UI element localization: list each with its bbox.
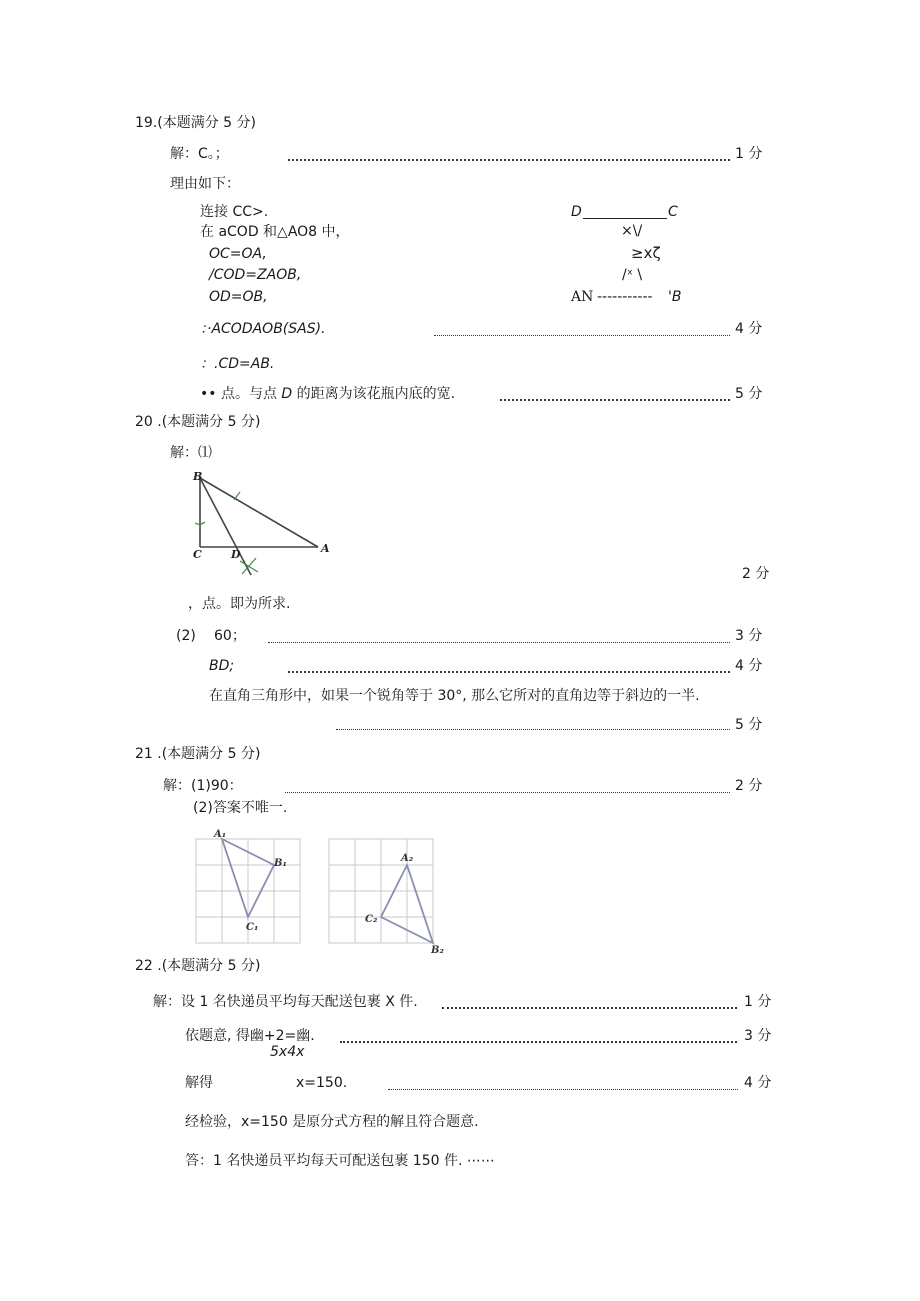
q21-label-c2: C₂ — [365, 914, 378, 925]
q20-label-b: B — [193, 470, 203, 483]
q19-fig-label-d: D — [571, 204, 582, 220]
q19-header: 19.(本题满分 5 分) — [135, 115, 256, 131]
q19-fig-label-an: AN — [571, 289, 594, 305]
q22-line-4: 经检验，x=150 是原分式方程的解且符合题意. — [185, 1114, 479, 1130]
q20-score-3: 3 分 — [735, 628, 763, 644]
q22-line-1: 解：设 1 名快递员平均每天配送包裹 X 件. — [153, 994, 418, 1010]
q20-theorem: 在直角三角形中，如果一个锐角等于 30°, 那么它所对的直角边等于斜边的一半. — [209, 688, 700, 704]
q20-label-c: C — [193, 548, 202, 561]
q19-score-4: 4 分 — [735, 321, 763, 337]
q20-construction-figure — [190, 470, 340, 580]
q21-label-a2: A₂ — [401, 853, 414, 864]
q19-proof-line-5: OD=OB, — [209, 289, 268, 305]
q21-dots-2 — [285, 779, 730, 793]
q22-score-4: 4 分 — [744, 1075, 772, 1091]
q21-grid-figure-2 — [323, 828, 444, 956]
q21-answer-1: 解：(1)90： — [163, 778, 243, 794]
q20-label-a: A — [321, 542, 330, 555]
q22-line-3-label: 解得 — [185, 1075, 213, 1091]
q21-label-a1: A₁ — [214, 829, 227, 840]
q20-part2-label: (2) — [176, 628, 196, 644]
q20-answer-label: 解：⑴ — [170, 445, 212, 461]
q19-dots-4 — [434, 322, 730, 336]
q19-reason-heading: 理由如下： — [170, 176, 240, 192]
q19-conclusion-3-post: 的距离为该花瓶内底的宽. — [292, 386, 456, 402]
q22-dots-3 — [340, 1029, 737, 1043]
q22-header: 22 .(本题满分 5 分) — [135, 958, 261, 974]
q19-conclusion-3-pre: •• 点。与点 — [200, 386, 282, 402]
q20-score-2: 2 分 — [742, 566, 770, 582]
q19-conclusion-1: ：·ACODAOB(SAS). — [200, 321, 326, 337]
q19-proof-line-4: /COD=ZAOB, — [209, 267, 302, 283]
q22-line-5: 答：1 名快递员平均每天可配送包裹 150 件. ⋯⋯ — [185, 1153, 495, 1169]
q19-conclusion-3-d: D — [281, 386, 293, 402]
q22-score-1: 1 分 — [744, 994, 772, 1010]
q19-dots-5 — [500, 387, 730, 401]
q19-proof-line-1: 连接 CC>. — [200, 204, 269, 220]
q21-header: 21 .(本题满分 5 分) — [135, 746, 261, 762]
q19-fig-top-line — [583, 218, 667, 219]
q20-score-4: 4 分 — [735, 658, 763, 674]
q20-label-d: D — [231, 548, 241, 561]
q19-fig-label-c: C — [668, 204, 678, 220]
q19-fig-label-b: 'B — [668, 289, 682, 305]
q19-fig-slash: /ˣ \ — [622, 267, 643, 283]
q20-point-text: ，点。即为所求. — [188, 596, 291, 612]
q19-proof-line-3: OC=OA, — [209, 246, 267, 262]
q21-grid-figure-1 — [190, 828, 310, 953]
q21-label-b1: B₁ — [274, 858, 287, 869]
q20-dots-5 — [336, 716, 730, 730]
q22-dots-4 — [388, 1076, 738, 1090]
q20-score-5: 5 分 — [735, 717, 763, 733]
q19-proof-line-2: 在 aCOD 和△AO8 中， — [200, 224, 350, 240]
q19-fig-bottom-dash: ----------- — [597, 289, 653, 305]
q21-label-b2: B₂ — [431, 945, 444, 956]
q22-line-2: 依题意, 得幽+2=幽. — [185, 1028, 315, 1044]
q21-score-2: 2 分 — [735, 778, 763, 794]
q20-header: 20 .(本题满分 5 分) — [135, 414, 261, 430]
q20-dots-4 — [288, 659, 730, 673]
q19-score-5: 5 分 — [735, 386, 763, 402]
q21-answer-2: (2)答案不唯一. — [193, 800, 288, 816]
q19-fig-mid: ≥xζ — [631, 244, 661, 262]
q22-line-3-value: x=150. — [296, 1075, 348, 1091]
q22-dots-1 — [442, 995, 737, 1009]
q20-dots-3 — [268, 629, 730, 643]
q22-score-3: 3 分 — [744, 1028, 772, 1044]
q22-line-2-denominators: 5x4x — [270, 1044, 305, 1060]
q20-part2-value: 60； — [214, 628, 246, 644]
q21-label-c1: C₁ — [246, 922, 259, 933]
q19-conclusion-2: ：.CD=AB. — [200, 356, 275, 372]
q19-conclusion-3 — [200, 385, 455, 403]
q19-fig-cross: ×\/ — [621, 223, 643, 239]
q19-score-1: 1 分 — [735, 146, 763, 162]
q19-answer-label: 解：C。； — [170, 146, 229, 162]
q20-bd: BD; — [209, 658, 235, 674]
q19-dots-1 — [288, 147, 730, 161]
